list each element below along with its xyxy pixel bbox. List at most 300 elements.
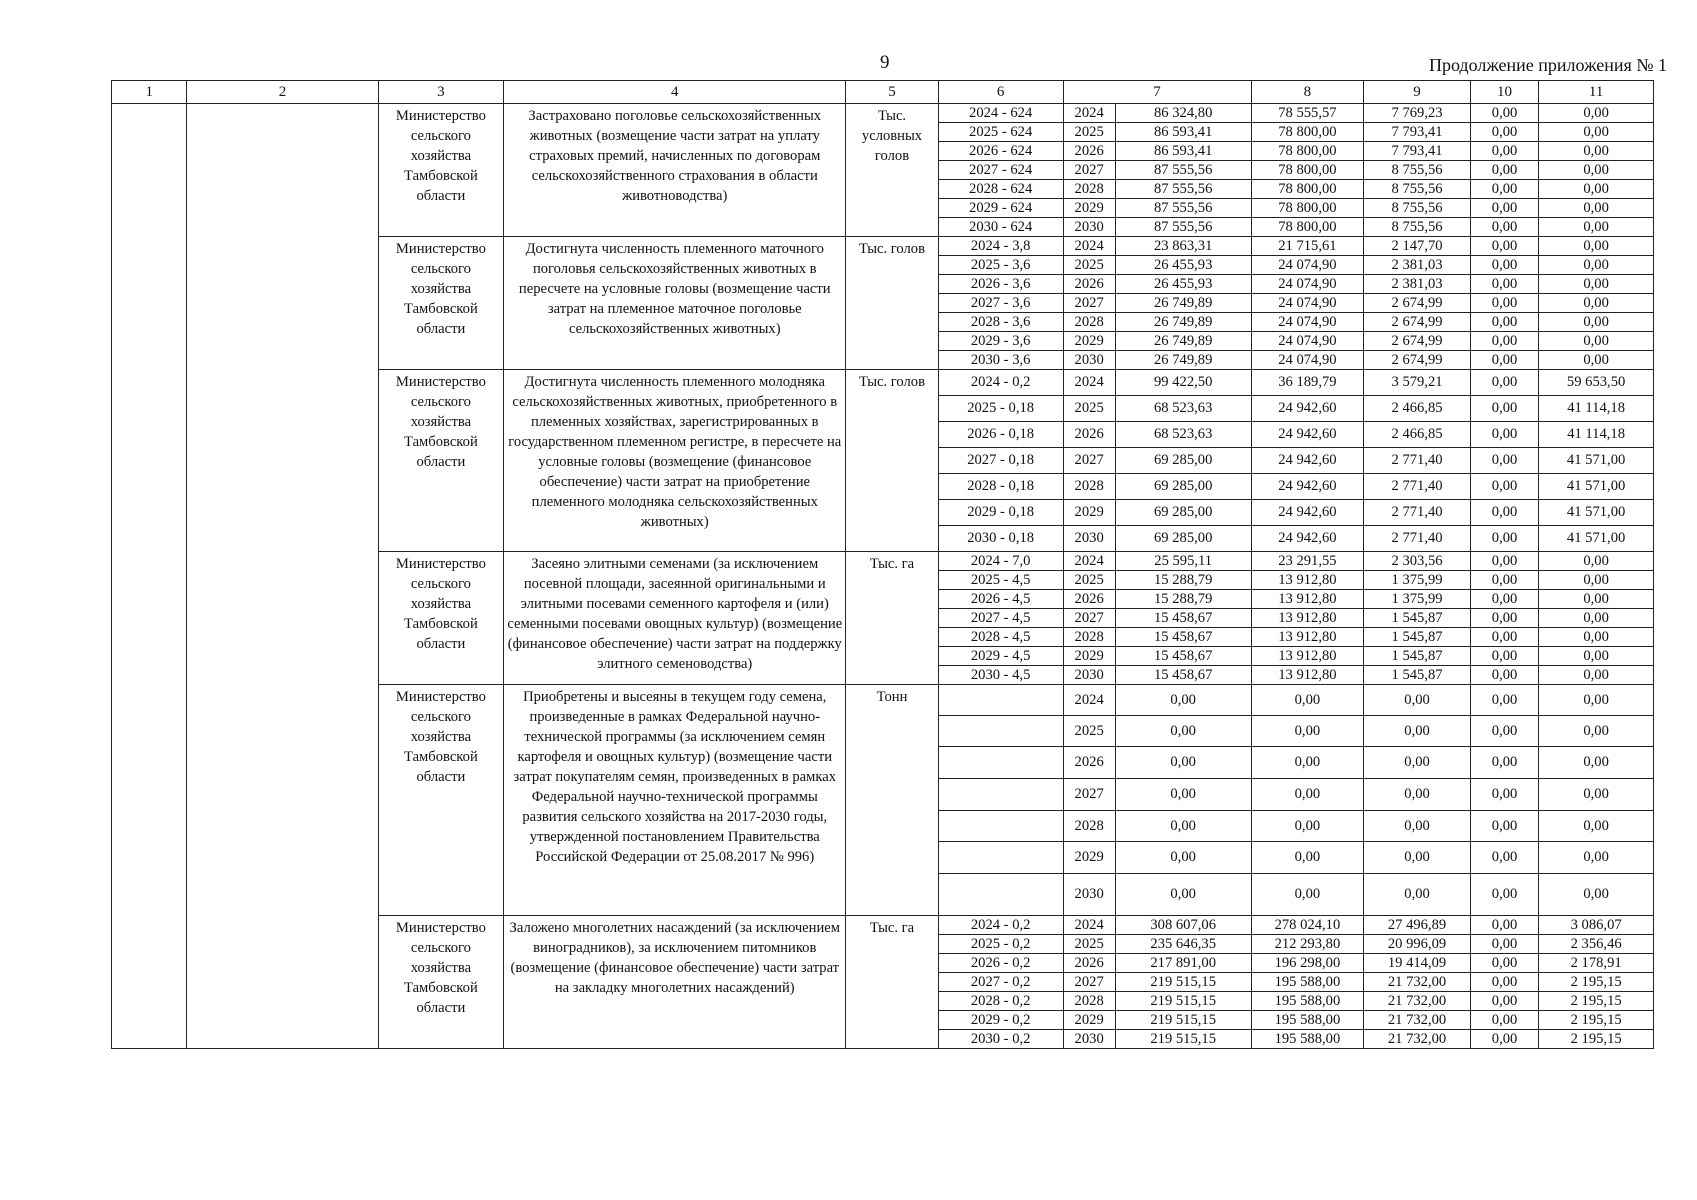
extrabudgetary: 0,00 (1539, 332, 1654, 351)
extrabudgetary: 0,00 (1539, 609, 1654, 628)
total-amount: 0,00 (1115, 874, 1251, 916)
target-value: 2025 - 0,2 (938, 935, 1063, 954)
local-budget: 0,00 (1470, 628, 1538, 647)
regional-budget: 2 771,40 (1364, 448, 1471, 474)
continuation-note: Продолжение приложения № 1 (1428, 55, 1667, 75)
regional-budget: 2 674,99 (1364, 294, 1471, 313)
column-header: 11 (1539, 81, 1654, 104)
unit-of-measure: Тыс. голов (846, 370, 939, 552)
column-header: 10 (1470, 81, 1538, 104)
target-value: 2026 - 0,18 (938, 422, 1063, 448)
year: 2024 (1063, 104, 1115, 123)
extrabudgetary: 2 356,46 (1539, 935, 1654, 954)
extrabudgetary: 0,00 (1539, 779, 1654, 811)
table-body (112, 104, 1654, 1049)
federal-budget: 24 074,90 (1251, 294, 1364, 313)
extrabudgetary: 0,00 (1539, 237, 1654, 256)
extrabudgetary: 59 653,50 (1539, 370, 1654, 396)
extrabudgetary: 0,00 (1539, 590, 1654, 609)
federal-budget: 24 942,60 (1251, 474, 1364, 500)
local-budget: 0,00 (1470, 779, 1538, 811)
year: 2024 (1063, 916, 1115, 935)
year: 2030 (1063, 1030, 1115, 1049)
total-amount: 26 749,89 (1115, 313, 1251, 332)
total-amount: 87 555,56 (1115, 180, 1251, 199)
federal-budget: 24 942,60 (1251, 526, 1364, 552)
target-value (938, 779, 1063, 811)
federal-budget: 24 074,90 (1251, 256, 1364, 275)
federal-budget: 78 800,00 (1251, 180, 1364, 199)
regional-budget: 0,00 (1364, 716, 1471, 747)
federal-budget: 0,00 (1251, 874, 1364, 916)
responsible-executor: Министерство сельского хозяйства Тамбовской области (378, 370, 504, 552)
year: 2028 (1063, 992, 1115, 1011)
extrabudgetary: 0,00 (1539, 716, 1654, 747)
local-budget: 0,00 (1470, 422, 1538, 448)
year: 2025 (1063, 396, 1115, 422)
total-amount: 86 593,41 (1115, 123, 1251, 142)
federal-budget: 78 800,00 (1251, 199, 1364, 218)
unit-of-measure: Тыс. га (846, 916, 939, 1049)
regional-budget: 8 755,56 (1364, 180, 1471, 199)
target-value: 2030 - 3,6 (938, 351, 1063, 370)
local-budget: 0,00 (1470, 370, 1538, 396)
target-value: 2030 - 4,5 (938, 666, 1063, 685)
total-amount: 15 458,67 (1115, 666, 1251, 685)
year: 2028 (1063, 180, 1115, 199)
target-value: 2024 - 624 (938, 104, 1063, 123)
year: 2026 (1063, 275, 1115, 294)
year: 2024 (1063, 370, 1115, 396)
local-budget: 0,00 (1470, 992, 1538, 1011)
total-amount: 15 288,79 (1115, 590, 1251, 609)
extrabudgetary: 2 195,15 (1539, 992, 1654, 1011)
regional-budget: 1 545,87 (1364, 666, 1471, 685)
extrabudgetary: 0,00 (1539, 275, 1654, 294)
local-budget: 0,00 (1470, 609, 1538, 628)
regional-budget: 2 771,40 (1364, 500, 1471, 526)
federal-budget: 78 800,00 (1251, 123, 1364, 142)
indicator-description: Заложено многолетних насаждений (за исключением виноградников), за исключением питомников (возмещение (финансовое обеспечение) части затрат на закладку многолетних насаждений) (504, 916, 846, 1049)
local-budget: 0,00 (1470, 666, 1538, 685)
year: 2028 (1063, 628, 1115, 647)
local-budget: 0,00 (1470, 526, 1538, 552)
target-value: 2024 - 0,2 (938, 916, 1063, 935)
federal-budget: 0,00 (1251, 685, 1364, 716)
regional-budget: 0,00 (1364, 685, 1471, 716)
extrabudgetary: 41 571,00 (1539, 526, 1654, 552)
extrabudgetary: 0,00 (1539, 313, 1654, 332)
year: 2028 (1063, 313, 1115, 332)
target-value: 2030 - 0,2 (938, 1030, 1063, 1049)
extrabudgetary: 0,00 (1539, 628, 1654, 647)
total-amount: 0,00 (1115, 842, 1251, 874)
regional-budget: 2 303,56 (1364, 552, 1471, 571)
total-amount: 26 455,93 (1115, 256, 1251, 275)
total-amount: 87 555,56 (1115, 199, 1251, 218)
total-amount: 26 455,93 (1115, 275, 1251, 294)
regional-budget: 2 674,99 (1364, 313, 1471, 332)
regional-budget: 1 375,99 (1364, 571, 1471, 590)
total-amount: 86 324,80 (1115, 104, 1251, 123)
column-header: 2 (187, 81, 378, 104)
federal-budget: 0,00 (1251, 716, 1364, 747)
column-header: 6 (938, 81, 1063, 104)
unit-of-measure: Тыс. га (846, 552, 939, 685)
extrabudgetary: 2 195,15 (1539, 1030, 1654, 1049)
unit-of-measure: Тонн (846, 685, 939, 916)
regional-budget: 1 545,87 (1364, 628, 1471, 647)
local-budget: 0,00 (1470, 571, 1538, 590)
year: 2028 (1063, 474, 1115, 500)
local-budget: 0,00 (1470, 716, 1538, 747)
total-amount: 0,00 (1115, 779, 1251, 811)
federal-budget: 13 912,80 (1251, 666, 1364, 685)
total-amount: 219 515,15 (1115, 973, 1251, 992)
target-value: 2029 - 624 (938, 199, 1063, 218)
regional-budget: 7 793,41 (1364, 142, 1471, 161)
local-budget: 0,00 (1470, 552, 1538, 571)
year: 2025 (1063, 123, 1115, 142)
responsible-executor: Министерство сельского хозяйства Тамбовской области (378, 685, 504, 916)
local-budget: 0,00 (1470, 811, 1538, 842)
local-budget: 0,00 (1470, 448, 1538, 474)
regional-budget: 1 545,87 (1364, 647, 1471, 666)
year: 2029 (1063, 332, 1115, 351)
federal-budget: 24 074,90 (1251, 351, 1364, 370)
federal-budget: 78 555,57 (1251, 104, 1364, 123)
empty-cell-col1 (112, 104, 187, 1049)
year: 2029 (1063, 1011, 1115, 1030)
target-value: 2027 - 624 (938, 161, 1063, 180)
total-amount: 25 595,11 (1115, 552, 1251, 571)
target-value: 2027 - 3,6 (938, 294, 1063, 313)
federal-budget: 196 298,00 (1251, 954, 1364, 973)
federal-budget: 278 024,10 (1251, 916, 1364, 935)
year: 2025 (1063, 571, 1115, 590)
local-budget: 0,00 (1470, 474, 1538, 500)
regional-budget: 2 466,85 (1364, 422, 1471, 448)
total-amount: 217 891,00 (1115, 954, 1251, 973)
indicator-description: Достигнута численность племенного маточного поголовья сельскохозяйственных животных в пересчете на условные головы (возмещение части затрат на племенное маточное поголовье сельскохозяйственных животных) (504, 237, 846, 370)
year: 2027 (1063, 973, 1115, 992)
year: 2027 (1063, 779, 1115, 811)
extrabudgetary: 0,00 (1539, 104, 1654, 123)
target-value: 2028 - 0,2 (938, 992, 1063, 1011)
extrabudgetary: 0,00 (1539, 123, 1654, 142)
responsible-executor: Министерство сельского хозяйства Тамбовской области (378, 237, 504, 370)
total-amount: 68 523,63 (1115, 396, 1251, 422)
total-amount: 69 285,00 (1115, 500, 1251, 526)
year: 2030 (1063, 218, 1115, 237)
extrabudgetary: 0,00 (1539, 842, 1654, 874)
local-budget: 0,00 (1470, 180, 1538, 199)
target-value (938, 842, 1063, 874)
total-amount: 0,00 (1115, 716, 1251, 747)
year: 2025 (1063, 935, 1115, 954)
regional-budget: 2 771,40 (1364, 526, 1471, 552)
target-value: 2024 - 3,8 (938, 237, 1063, 256)
year: 2024 (1063, 237, 1115, 256)
year: 2029 (1063, 842, 1115, 874)
extrabudgetary: 0,00 (1539, 811, 1654, 842)
year: 2027 (1063, 448, 1115, 474)
local-budget: 0,00 (1470, 123, 1538, 142)
year: 2027 (1063, 161, 1115, 180)
local-budget: 0,00 (1470, 294, 1538, 313)
target-value: 2028 - 4,5 (938, 628, 1063, 647)
total-amount: 26 749,89 (1115, 294, 1251, 313)
federal-budget: 0,00 (1251, 779, 1364, 811)
target-value: 2030 - 0,18 (938, 526, 1063, 552)
federal-budget: 21 715,61 (1251, 237, 1364, 256)
local-budget: 0,00 (1470, 104, 1538, 123)
federal-budget: 195 588,00 (1251, 1011, 1364, 1030)
total-amount: 68 523,63 (1115, 422, 1251, 448)
year: 2026 (1063, 422, 1115, 448)
extrabudgetary: 41 571,00 (1539, 474, 1654, 500)
regional-budget: 0,00 (1364, 747, 1471, 779)
column-header: 7 (1063, 81, 1251, 104)
responsible-executor: Министерство сельского хозяйства Тамбовской области (378, 916, 504, 1049)
regional-budget: 7 769,23 (1364, 104, 1471, 123)
extrabudgetary: 0,00 (1539, 685, 1654, 716)
regional-budget: 8 755,56 (1364, 199, 1471, 218)
local-budget: 0,00 (1470, 237, 1538, 256)
target-value: 2025 - 624 (938, 123, 1063, 142)
local-budget: 0,00 (1470, 332, 1538, 351)
year: 2029 (1063, 500, 1115, 526)
target-value: 2029 - 3,6 (938, 332, 1063, 351)
federal-budget: 212 293,80 (1251, 935, 1364, 954)
target-value: 2026 - 0,2 (938, 954, 1063, 973)
indicator-description: Застраховано поголовье сельскохозяйственных животных (возмещение части затрат на уплату страховых премий, начисленных по договорам сельскохозяйственного страхования в области животноводства) (504, 104, 846, 237)
unit-of-measure: Тыс. условных голов (846, 104, 939, 237)
federal-budget: 23 291,55 (1251, 552, 1364, 571)
indicator-description: Достигнута численность племенного молодняка сельскохозяйственных животных, приобретенного в племенных хозяйствах, зарегистрированных в государственном племенном регистре, в пересчете на условные головы (возмещение (финансовое обеспечение) части затрат на приобретение племенного молодняка сельскохозяйственных животных) (504, 370, 846, 552)
federal-budget: 78 800,00 (1251, 142, 1364, 161)
year: 2028 (1063, 811, 1115, 842)
target-value: 2024 - 7,0 (938, 552, 1063, 571)
table-row (112, 104, 1654, 123)
responsible-executor: Министерство сельского хозяйства Тамбовской области (378, 552, 504, 685)
local-budget: 0,00 (1470, 747, 1538, 779)
regional-budget: 27 496,89 (1364, 916, 1471, 935)
federal-budget: 78 800,00 (1251, 218, 1364, 237)
federal-budget: 0,00 (1251, 811, 1364, 842)
target-value (938, 685, 1063, 716)
regional-budget: 3 579,21 (1364, 370, 1471, 396)
column-number-row (112, 81, 1654, 104)
year: 2025 (1063, 716, 1115, 747)
target-value: 2024 - 0,2 (938, 370, 1063, 396)
regional-budget: 1 545,87 (1364, 609, 1471, 628)
extrabudgetary: 0,00 (1539, 161, 1654, 180)
extrabudgetary: 0,00 (1539, 874, 1654, 916)
year: 2024 (1063, 552, 1115, 571)
appendix-table (111, 80, 1654, 1049)
extrabudgetary: 0,00 (1539, 666, 1654, 685)
federal-budget: 13 912,80 (1251, 590, 1364, 609)
federal-budget: 195 588,00 (1251, 992, 1364, 1011)
target-value (938, 811, 1063, 842)
extrabudgetary: 41 571,00 (1539, 448, 1654, 474)
year: 2026 (1063, 747, 1115, 779)
total-amount: 0,00 (1115, 685, 1251, 716)
federal-budget: 24 074,90 (1251, 313, 1364, 332)
total-amount: 0,00 (1115, 811, 1251, 842)
local-budget: 0,00 (1470, 218, 1538, 237)
total-amount: 235 646,35 (1115, 935, 1251, 954)
column-header: 4 (504, 81, 846, 104)
total-amount: 15 458,67 (1115, 628, 1251, 647)
target-value: 2025 - 3,6 (938, 256, 1063, 275)
year: 2025 (1063, 256, 1115, 275)
extrabudgetary: 0,00 (1539, 351, 1654, 370)
regional-budget: 21 732,00 (1364, 973, 1471, 992)
extrabudgetary: 2 195,15 (1539, 973, 1654, 992)
responsible-executor: Министерство сельского хозяйства Тамбовской области (378, 104, 504, 237)
year: 2026 (1063, 954, 1115, 973)
year: 2026 (1063, 142, 1115, 161)
extrabudgetary: 0,00 (1539, 256, 1654, 275)
federal-budget: 195 588,00 (1251, 973, 1364, 992)
extrabudgetary: 41 571,00 (1539, 500, 1654, 526)
federal-budget: 0,00 (1251, 747, 1364, 779)
target-value: 2027 - 0,2 (938, 973, 1063, 992)
regional-budget: 7 793,41 (1364, 123, 1471, 142)
target-value: 2029 - 4,5 (938, 647, 1063, 666)
local-budget: 0,00 (1470, 842, 1538, 874)
total-amount: 69 285,00 (1115, 526, 1251, 552)
extrabudgetary: 0,00 (1539, 747, 1654, 779)
extrabudgetary: 3 086,07 (1539, 916, 1654, 935)
federal-budget: 24 074,90 (1251, 275, 1364, 294)
regional-budget: 0,00 (1364, 779, 1471, 811)
total-amount: 219 515,15 (1115, 992, 1251, 1011)
target-value: 2025 - 0,18 (938, 396, 1063, 422)
local-budget: 0,00 (1470, 161, 1538, 180)
local-budget: 0,00 (1470, 1011, 1538, 1030)
regional-budget: 0,00 (1364, 811, 1471, 842)
target-value (938, 716, 1063, 747)
federal-budget: 13 912,80 (1251, 628, 1364, 647)
local-budget: 0,00 (1470, 396, 1538, 422)
extrabudgetary: 0,00 (1539, 180, 1654, 199)
target-value: 2027 - 0,18 (938, 448, 1063, 474)
total-amount: 15 458,67 (1115, 647, 1251, 666)
extrabudgetary: 0,00 (1539, 571, 1654, 590)
regional-budget: 2 674,99 (1364, 351, 1471, 370)
target-value: 2028 - 0,18 (938, 474, 1063, 500)
local-budget: 0,00 (1470, 590, 1538, 609)
federal-budget: 24 074,90 (1251, 332, 1364, 351)
target-value: 2026 - 624 (938, 142, 1063, 161)
federal-budget: 36 189,79 (1251, 370, 1364, 396)
year: 2030 (1063, 351, 1115, 370)
target-value: 2028 - 624 (938, 180, 1063, 199)
federal-budget: 0,00 (1251, 842, 1364, 874)
regional-budget: 2 674,99 (1364, 332, 1471, 351)
regional-budget: 8 755,56 (1364, 218, 1471, 237)
extrabudgetary: 0,00 (1539, 294, 1654, 313)
regional-budget: 8 755,56 (1364, 161, 1471, 180)
regional-budget: 2 466,85 (1364, 396, 1471, 422)
unit-of-measure: Тыс. голов (846, 237, 939, 370)
column-header: 3 (378, 81, 504, 104)
total-amount: 23 863,31 (1115, 237, 1251, 256)
total-amount: 87 555,56 (1115, 161, 1251, 180)
regional-budget: 2 771,40 (1364, 474, 1471, 500)
local-budget: 0,00 (1470, 351, 1538, 370)
year: 2030 (1063, 666, 1115, 685)
indicator-description: Приобретены и высеяны в текущем году семена, произведенные в рамках Федеральной научно-технической программы (за исключением семян картофеля и овощных культур) (возмещение части затрат покупателям семян, произведенных в рамках Федеральной научно-технической программы развития сельского хозяйства на 2017-2030 годы, утвержденной постановлением Правительства Российской Федерации от 25.08.2017 № 996) (504, 685, 846, 916)
total-amount: 0,00 (1115, 747, 1251, 779)
total-amount: 87 555,56 (1115, 218, 1251, 237)
column-header: 5 (846, 81, 939, 104)
extrabudgetary: 0,00 (1539, 218, 1654, 237)
total-amount: 99 422,50 (1115, 370, 1251, 396)
regional-budget: 1 375,99 (1364, 590, 1471, 609)
empty-cell-col2 (187, 104, 378, 1049)
year: 2024 (1063, 685, 1115, 716)
extrabudgetary: 0,00 (1539, 552, 1654, 571)
local-budget: 0,00 (1470, 500, 1538, 526)
local-budget: 0,00 (1470, 916, 1538, 935)
federal-budget: 13 912,80 (1251, 609, 1364, 628)
target-value: 2026 - 3,6 (938, 275, 1063, 294)
regional-budget: 19 414,09 (1364, 954, 1471, 973)
page-number: 9 (880, 52, 890, 73)
local-budget: 0,00 (1470, 313, 1538, 332)
total-amount: 219 515,15 (1115, 1011, 1251, 1030)
local-budget: 0,00 (1470, 256, 1538, 275)
federal-budget: 13 912,80 (1251, 571, 1364, 590)
regional-budget: 21 732,00 (1364, 1011, 1471, 1030)
local-budget: 0,00 (1470, 935, 1538, 954)
year: 2030 (1063, 526, 1115, 552)
target-value: 2027 - 4,5 (938, 609, 1063, 628)
year: 2029 (1063, 199, 1115, 218)
local-budget: 0,00 (1470, 199, 1538, 218)
target-value: 2025 - 4,5 (938, 571, 1063, 590)
extrabudgetary: 41 114,18 (1539, 422, 1654, 448)
federal-budget: 24 942,60 (1251, 422, 1364, 448)
federal-budget: 24 942,60 (1251, 448, 1364, 474)
extrabudgetary: 41 114,18 (1539, 396, 1654, 422)
total-amount: 86 593,41 (1115, 142, 1251, 161)
local-budget: 0,00 (1470, 647, 1538, 666)
total-amount: 308 607,06 (1115, 916, 1251, 935)
target-value: 2028 - 3,6 (938, 313, 1063, 332)
column-header: 1 (112, 81, 187, 104)
extrabudgetary: 0,00 (1539, 199, 1654, 218)
target-value (938, 874, 1063, 916)
total-amount: 69 285,00 (1115, 448, 1251, 474)
target-value (938, 747, 1063, 779)
federal-budget: 78 800,00 (1251, 161, 1364, 180)
local-budget: 0,00 (1470, 954, 1538, 973)
extrabudgetary: 2 195,15 (1539, 1011, 1654, 1030)
regional-budget: 21 732,00 (1364, 992, 1471, 1011)
regional-budget: 20 996,09 (1364, 935, 1471, 954)
year: 2027 (1063, 294, 1115, 313)
total-amount: 26 749,89 (1115, 332, 1251, 351)
column-header: 9 (1364, 81, 1471, 104)
local-budget: 0,00 (1470, 973, 1538, 992)
total-amount: 15 288,79 (1115, 571, 1251, 590)
local-budget: 0,00 (1470, 1030, 1538, 1049)
